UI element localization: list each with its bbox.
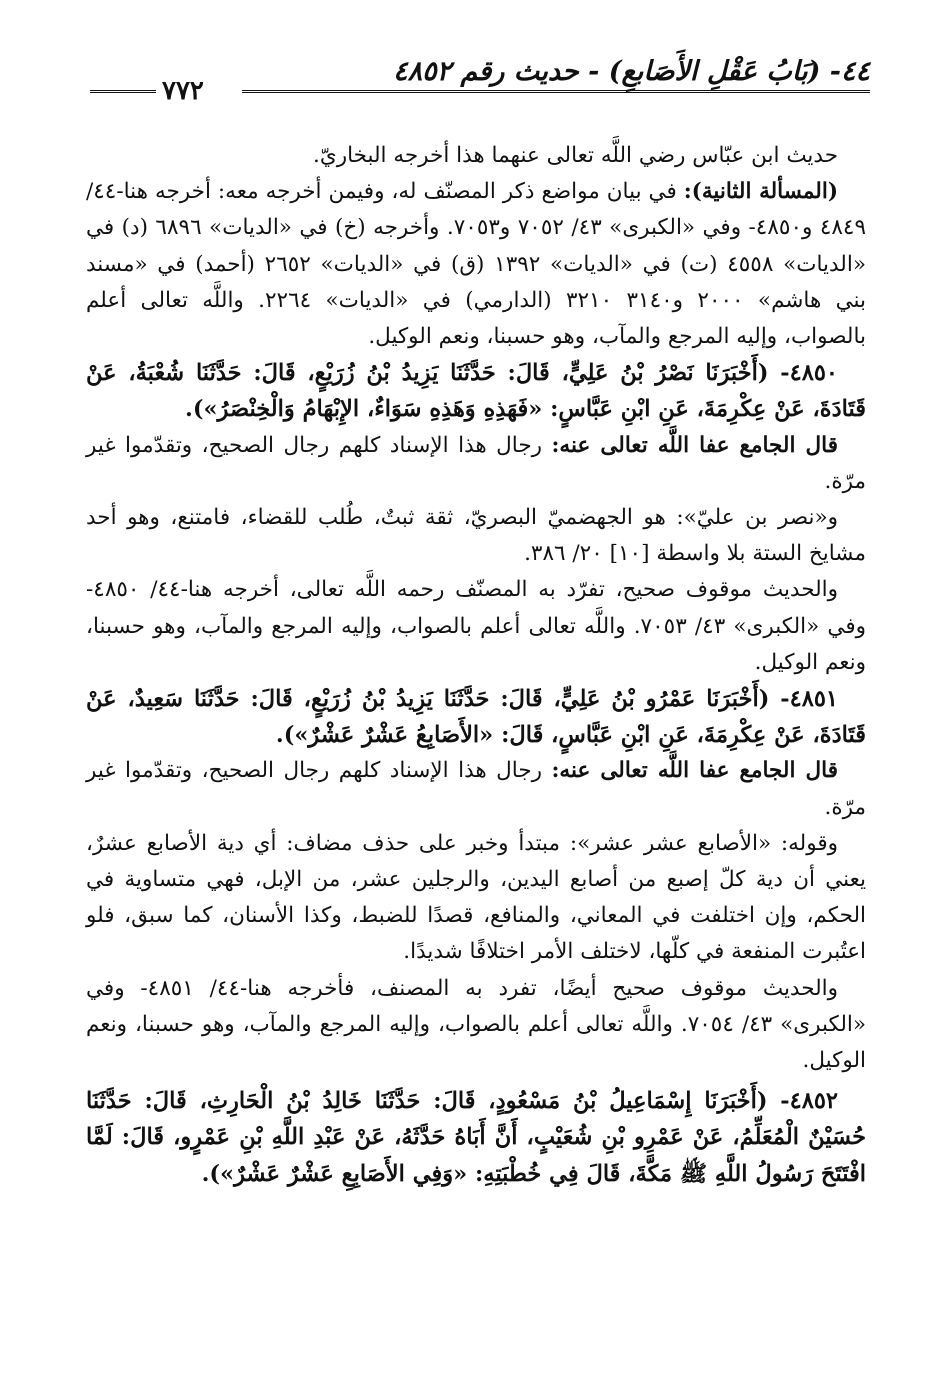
paragraph [86,174,866,355]
page-header [90,50,870,106]
paragraph: وقوله: «الأصابع عشر عشر»: مبتدأ وخبر على حذف مضاف: أي دية الأصابع عشرٌ، يعني أن دية كلّ إصبع من أصابع اليدين، والرجلين عشر، من الإبل، فهي متساوية في الحكم، وإن اختلفت في المعاني، والمنافع، قصدًا للضبط، وكذا الأسنان، كما سبق، فلو اعتُبرت المنفعة في كلّها، لاختلف الأمر اختلافًا شديدًا. [86,830,866,965]
compiler-label: قال الجامع عفا اللَّه تعالى عنه: [551,758,839,784]
hadith-4850: ٤٨٥٠- (أَخْبَرَنَا نَصْرُ بْنُ عَلِيٍّ، قَالَ: حَدَّثَنَا يَزِيدُ بْنُ زُرَيْعٍ، قَالَ: حَدَّثَنَا شُعْبَةُ، عَنْ قَتَادَةَ، عَنْ عِكْرِمَةَ، عَنِ ابْنِ عَبَّاسٍ: «فَهَذِهِ وَهَذِهِ سَوَاءٌ، الإِبْهَامُ وَالْخِنْصَرُ»). [86,360,866,423]
paragraph: والحديث موقوف صحيح، تفرّد به المصنّف رحمه اللَّه تعالى، أخرجه هنا-٤٤/ ٤٨٥٠- وفي «الكبرى» ٤٣/ ٧٠٥٣. واللَّه تعالى أعلم بالصواب، وإليه المرجع والمآب، وهو حسبنا، ونعم الوكيل. [86,577,866,675]
paragraph: والحديث موقوف صحيح أيضًا، تفرد به المصنف، فأخرجه هنا-٤٤/ ٤٨٥١- وفي «الكبرى» ٤٣/ ٧٠٥٤. واللَّه تعالى أعلم بالصواب، وإليه المرجع والمآب، وهو حسبنا، ونعم الوكيل. [86,975,867,1074]
paragraph: و«نصر بن عليّ»: هو الجهضميّ البصريّ، ثقة ثبتٌ، طُلب للقضاء، فامتنع، وهو أحد مشايخ الستة بلا واسطة [١٠] ٢٠/ ٣٨٦. [86,505,866,567]
header-rule-left [90,90,156,96]
section-label: (المسألة الثانية): [683,179,838,205]
paragraph [86,753,866,825]
compiler-label: قال الجامع عفا اللَّه تعالى عنه: [551,432,839,458]
paragraph: حديث ابن عبّاس رضي اللَّه تعالى عنهما هذا أخرجه البخاريّ. [313,143,838,168]
hadith-4852: ٤٨٥٢- (أَخْبَرَنَا إِسْمَاعِيلُ بْنُ مَسْعُودٍ، قَالَ: حَدَّثَنَا خَالِدُ بْنُ الْحَارِثِ، قَالَ: حَدَّثَنَا حُسَيْنٌ الْمُعَلِّمُ، عَنْ عَمْرِو بْنِ شُعَيْبٍ، أَنَّ أَبَاهُ حَدَّثَهُ، عَنْ عَبْدِ اللَّهِ بْنِ عَمْرٍو، قَالَ: لَمَّا افْتَتَحَ رَسُولُ اللَّهِ ﷺ مَكَّةَ، قَالَ فِي خُطْبَتِهِ: «وَفِي الأَصَابِعِ عَشْرٌ عَشْرٌ»). [86,1088,866,1187]
page-number: ٢٧٧ [162,76,204,106]
body-text [86,138,866,1192]
paragraph-text: رجال هذا الإسناد كلهم رجال الصحيح، وتقدّموا غير مرّة. [86,432,866,494]
hadith-4851: ٤٨٥١- (أَخْبَرَنَا عَمْرُو بْنُ عَلِيٍّ، قَالَ: حَدَّثَنَا يَزِيدُ بْنُ زُرَيْعٍ، قَالَ: حَدَّثَنَا سَعِيدٌ، عَنْ قَتَادَةَ، عَنْ عِكْرِمَةَ، عَنِ ابْنِ عَبَّاسٍ، قَالَ: «الأَصَابِعُ عَشْرٌ عَشْرٌ»). [86,686,866,749]
paragraph [86,428,866,500]
running-title: ٤٤- (بَابُ عَقْلِ الأَصَابعِ) - حديث رقم ٤٨٥٢ [393,56,870,87]
header-rule-right [242,90,870,96]
paragraph-text: في بيان مواضع ذكر المصنّف له، وفيمن أخرجه معه: أخرجه هنا-٤٤/ ٤٨٤٩ و٤٨٥٠- وفي «الكبرى» ٤٣/ ٧٠٥٢ و٧٠٥٣. وأخرجه (خ) في «الديات» ٦٨٩٦ (د) في «الديات» ٤٥٥٨ (ت) في «الديات» ١٣٩٢ (ق) في «الديات» ٢٦٥٢ (أحمد) في «مسند بني هاشم» ٢٠٠٠ و٣١٤٠ ٣٢١٠ (الدارمي) في «الديات» ٢٢٦٤. واللَّه تعالى أعلم بالصواب، وإليه المرجع والمآب، وهو حسبنا، ونعم الوكيل. [86,179,867,350]
paragraph-text: رجال هذا الإسناد كلهم رجال الصحيح، وتقدّموا غير مرّة. [86,758,866,820]
